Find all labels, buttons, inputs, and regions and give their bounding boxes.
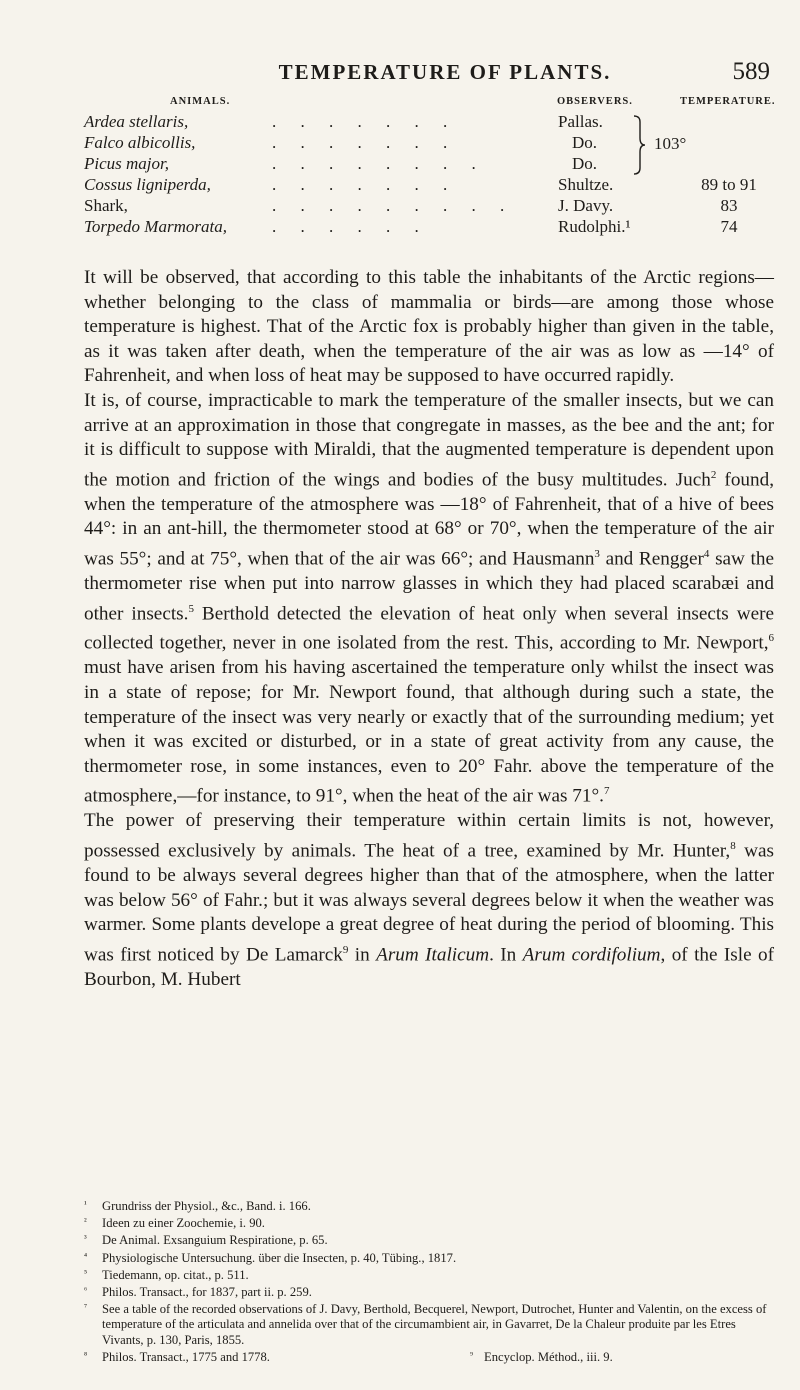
table-row — [84, 196, 774, 218]
observer-name: Do. — [572, 133, 598, 152]
paragraph-text: and Rengger — [599, 548, 704, 570]
animal-name: Shark, — [84, 196, 128, 215]
paragraph-text: must have arisen from his having ascertained the temperature only whilst the insect was in a state of repose; for Mr. Newport found, that although during such a state, the temperature of the insect was very nearly or exactly that of the surrounding medium; yet when it was excited or disturbed, or in a state of great activity from any cause, the thermometer rose, in some instances, even to 20° Fahr. above the temperature of the atmosphere,—for instance, to 91°, when the heat of the air was 71°. — [84, 657, 774, 807]
observer-name: Shultze. — [558, 175, 614, 194]
footnote-mark: ⁶ — [84, 1285, 88, 1296]
leader-dots: . . . . . . — [272, 217, 429, 236]
species-name: Arum Italicum — [376, 944, 490, 966]
paragraph-text: in — [348, 944, 377, 966]
footnote-ref: 5 — [188, 602, 194, 615]
animal-name: Ardea stellaris, — [84, 112, 189, 131]
footnote-text: Encyclop. Méthod., iii. 9. — [484, 1349, 613, 1364]
footnote — [470, 1348, 613, 1365]
running-title: TEMPERATURE OF PLANTS. — [278, 60, 612, 84]
temperature-value: 89 to 91 — [701, 175, 757, 194]
footnote-ref: 3 — [594, 547, 600, 560]
observer-name: Rudolphi.¹ — [558, 217, 631, 236]
footnote-ref: 7 — [603, 785, 610, 798]
paragraph-text: found, when the temperature of the atmosphere was —18° of Fahrenheit, that of a hive of bees 44°: in an ant-hill, the thermometer stood at 68° or 70°, when the temperature of the air was 55°; and at 75°, when that of the air was 66°; and Hausmann — [84, 469, 774, 570]
animal-name: Falco albicollis, — [84, 133, 196, 152]
footnote — [84, 1249, 774, 1266]
footnote-text: Grundriss der Physiol., &c., Band. i. 166. — [102, 1199, 311, 1213]
paragraph-text: It will be observed, that according to this table the inhabitants of the Arctic regions—whether belonging to the class of mammalia or birds—are among those whose temperature is highest. That of the Arctic fox is probably higher than given in the table, as it was taken after death, when the temperature of the air was as low as —14° of Fahrenheit, and when loss of heat may be supposed to have occurred rapidly. — [84, 267, 774, 387]
table-row — [84, 175, 774, 197]
grouped-temperature-value: 103° — [654, 134, 687, 153]
footnote-ref: 8 — [730, 840, 736, 853]
column-header-animals: ANIMALS. — [170, 96, 231, 107]
footnote — [84, 1300, 774, 1348]
table-row — [84, 112, 774, 134]
footnote-ref: 2 — [710, 468, 717, 481]
grouping-brace — [632, 114, 646, 176]
paragraph-text: . In — [489, 944, 523, 966]
footnote-text: See a table of the recorded observations of J. Davy, Berthold, Becquerel, Newport, Dutrochet, Hunter and Valentin, on the excess of temperature of the articulata and annelida over that of the circumambient air, in Gavarret, De la Chaleur produite par les Etres Vivants, p. 130, Paris, 1855. — [102, 1302, 767, 1347]
temperature-table — [84, 96, 774, 266]
footnote-text: Tiedemann, op. citat., p. 511. — [102, 1267, 249, 1282]
footnote — [84, 1231, 774, 1248]
observer-name: J. Davy. — [558, 196, 614, 215]
footnote-mark: ⁵ — [84, 1267, 88, 1278]
leader-dots: . . . . . . . — [272, 133, 458, 152]
paragraph-text: , of the Isle of Bourbon, M. Hubert — [84, 944, 774, 990]
footnote — [84, 1214, 774, 1231]
leader-dots: . . . . . . . . . — [272, 196, 515, 215]
observer-name: Pallas. — [558, 112, 603, 131]
footnotes — [84, 1197, 774, 1363]
footnote-text: Philos. Transact., for 1837, part ii. p. 259. — [102, 1285, 312, 1300]
footnote-ref: 9 — [342, 943, 349, 956]
leader-dots: . . . . . . . — [272, 112, 458, 131]
paragraph-text: saw the thermometer rise when put into narrow glasses in which they had placed scarabæi and other insects. — [84, 548, 774, 624]
footnote-ref: 6 — [768, 632, 774, 645]
animal-name: Picus major, — [84, 154, 169, 173]
page-header — [120, 60, 770, 90]
species-name: Arum cordifolium — [522, 944, 661, 966]
footnote-text: Philos. Transact., 1775 and 1778. — [102, 1349, 270, 1364]
footnote-mark: ¹ — [84, 1199, 87, 1209]
footnote-mark: ⁹ — [470, 1349, 474, 1360]
footnote — [84, 1197, 774, 1214]
page-number: 589 — [732, 58, 770, 85]
column-header-temperature: TEMPERATURE. — [680, 96, 776, 107]
footnote-mark: ⁸ — [84, 1349, 88, 1360]
animal-name: Torpedo Marmorata, — [84, 217, 227, 236]
footnote-ref: 4 — [703, 547, 710, 560]
table-row — [84, 217, 774, 239]
footnote — [84, 1283, 774, 1300]
footnote — [84, 1348, 270, 1365]
paragraph-text: was found to be always several degrees higher than that of the atmosphere, when the latter was below 56° of Fahr.; but it was always several degrees below it when the weather was warmer. Some plants develope a great degree of heat during the period of blooming. This was first noticed by De Lamarck — [84, 840, 775, 966]
paragraph-text: Berthold detected the elevation of heat only when several insects were collected together, never in one isolated from the rest. This, according to Mr. Newport, — [84, 602, 774, 654]
footnote-text: De Animal. Exsanguium Respiratione, p. 65. — [102, 1233, 328, 1248]
body-text — [84, 266, 774, 992]
footnote-text: Ideen zu einer Zoochemie, i. 90. — [102, 1216, 265, 1231]
footnote-mark: ² — [84, 1216, 87, 1227]
footnote — [84, 1266, 774, 1283]
column-header-observers: OBSERVERS. — [557, 96, 633, 107]
footnote-row — [84, 1348, 774, 1363]
footnote-mark: ³ — [84, 1233, 87, 1244]
footnote-mark: ⁷ — [84, 1302, 88, 1313]
paragraph — [84, 266, 774, 389]
paragraph-text: It is, of course, impracticable to mark the temperature of the smaller insects, but we can arrive at an approximation in those that congregate in masses, as the bee and the ant; for it is difficult to suppose with Miraldi, that the augmented temperature is dependent upon the motion and friction of the wings and bodies of the busy multitudes. Juch — [84, 389, 774, 491]
leader-dots: . . . . . . . . — [272, 154, 486, 173]
observer-name: Do. — [572, 154, 598, 173]
paragraph-text: The power of preserving their temperature within certain limits is not, however, possessed exclusively by animals. The heat of a tree, examined by Mr. Hunter, — [84, 810, 774, 862]
leader-dots: . . . . . . . — [272, 175, 458, 194]
table-row — [84, 154, 774, 176]
paragraph — [84, 809, 774, 992]
footnote-mark: ⁴ — [84, 1250, 88, 1261]
footnote-text: Physiologische Untersuchung. über die Insecten, p. 40, Tübing., 1817. — [102, 1250, 457, 1265]
temperature-value: 83 — [720, 196, 738, 215]
temperature-value: 74 — [720, 217, 738, 236]
animal-name: Cossus ligniperda, — [84, 175, 211, 194]
paragraph — [84, 389, 774, 809]
